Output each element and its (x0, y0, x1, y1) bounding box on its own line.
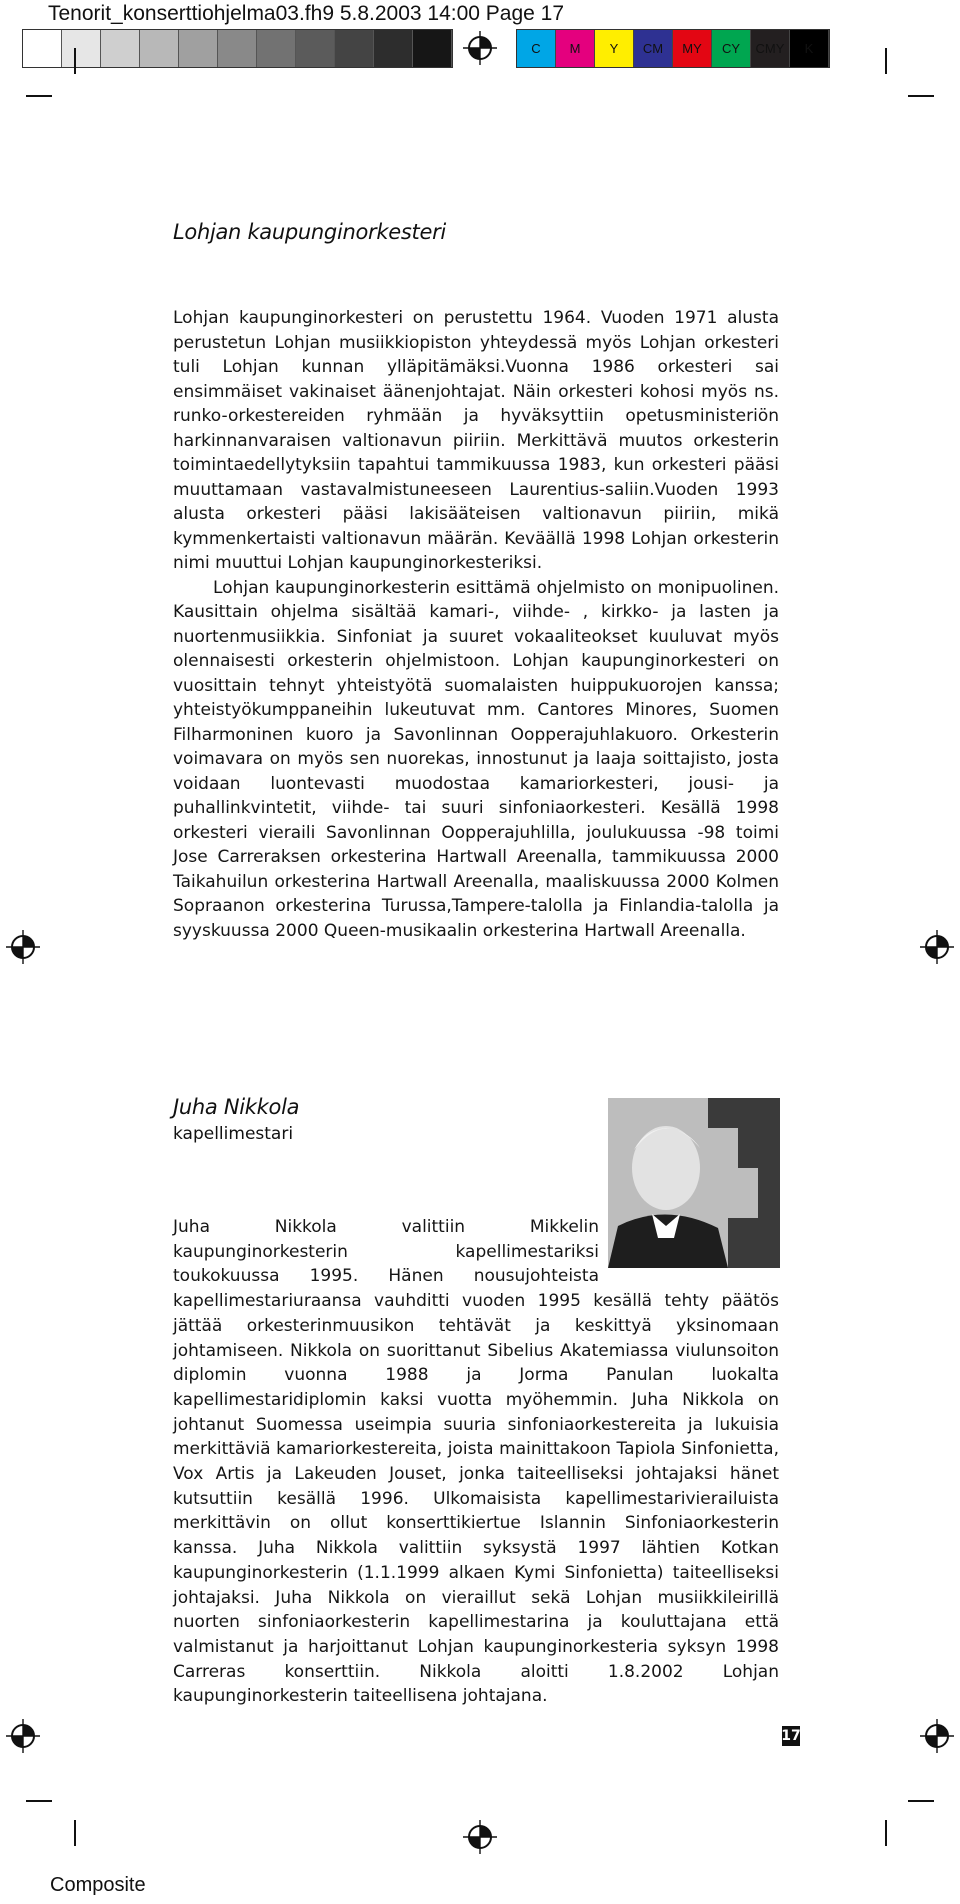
grey-step-cell (140, 30, 179, 67)
color-patch-bar (516, 29, 830, 68)
grey-step-cell (23, 30, 62, 67)
conductor-bio-text: Juha Nikkola valittiin Mikkelin kaupunginorkesterin kapellimestariksi toukokuussa 1995. Hänen nousujohteista kapellimestariuraansa vauhditti vuoden 1995 kesällä tehty päätös jättää orkesterinmuusikon tehtävät ja keskittyä yksinomaan johtamiseen. Nikkola on suorittanut Sibelius Akatemiassa viulunsoiton diplomin vuonna 1988 ja Jorma Panulan luokalta kapellimestaridiplomin kaksi vuotta myöhemmin. Juha Nikkola on johtanut Suomessa useimpia suuria sinfoniaorkestereita ja lukuisia merkittäviä kamariorkestereita, joista mainittakoon Tapiola Sinfonietta, Vox Artis ja Lakeuden Jouset, jonka taiteelliseksi johtajaksi hänet kutsuttiin kesällä 1996. Ulkomaisista kapellimestarivierailuista merkittävin on ollut konserttikiertue Islannin Sinfoniaorkesterin kanssa. Juha Nikkola valittiin syksystä 1997 lähtien Kotkan kaupunginorkesterin (1.1.1999 alkaen Kymi Sinfonietta) taiteelliseksi johtajaksi. Juha Nikkola on vieraillut sekä Lohjan musiikkileirillä nuorten sinfoniaorkesterin kapellimestarina ja kouluttajana että valmistanut ja harjoittanut Lohjan kaupunginorkesteria syksyn 1998 Carreras konserttiin. Nikkola aloitti 1.8.2002 Lohjan kaupunginorkesterin taiteellisena johtajana. (173, 1217, 779, 1707)
grey-step-cell (257, 30, 296, 67)
color-patch-m: M (556, 30, 595, 67)
grey-step-cell (62, 30, 101, 67)
grey-step-cell (335, 30, 374, 67)
registration-mark-bottom-icon (463, 1820, 497, 1854)
color-patch-c: C (517, 30, 556, 67)
orchestra-paragraph-1: Lohjan kaupunginorkesteri on perustettu 1964. Vuoden 1971 alusta perustetun Lohjan musiikkiopiston yhteydessä myös Lohjan orkesteri tuli Lohjan kunnan ylläpitämäksi.Vuonna 1986 orkesteri sai ensimmäiset vakinaiset äänenjohtajat. Näin orkesteri kohosi myös ns. runko-orkestereiden ryhmään ja hyväksyttiin opetusministeriön harkinnanvaraisen valtionavun piiriin. Merkittävä muutos orkesterin toimintaedellytyksiin tapahtui tammikuussa 1983, kun orkesteri pääsi muuttamaan vastavalmistuneeseen Laurentius-saliin.Vuoden 1993 alusta orkesteri pääsi lakisääteisen valtionavun piiriin, mikä kymmenkertaisti valtionavun määrän. Keväällä 1998 Lohjan orkesterin nimi muuttui Lohjan kaupunginorkesteriksi. (173, 308, 779, 573)
crop-mark (908, 95, 934, 97)
color-patch-k: K (790, 30, 829, 67)
crop-mark (26, 95, 52, 97)
conductor-role: kapellimestari (173, 1124, 294, 1144)
registration-mark-left-icon (6, 930, 40, 964)
registration-mark-top-icon (463, 31, 497, 65)
color-patch-cy: CY (712, 30, 751, 67)
crop-mark (885, 1820, 887, 1846)
orchestra-body (173, 306, 779, 943)
color-patch-y: Y (595, 30, 634, 67)
grey-step-cell (179, 30, 218, 67)
conductor-bio (173, 1215, 779, 1709)
color-patch-my: MY (673, 30, 712, 67)
crop-mark (908, 1800, 934, 1802)
registration-mark-bottom-right-icon (920, 1719, 954, 1753)
section-title-orchestra: Lohjan kaupunginorkesteri (173, 220, 446, 244)
color-patch-cmy: CMY (751, 30, 790, 67)
registration-mark-right-icon (920, 930, 954, 964)
grey-step-cell (296, 30, 335, 67)
grey-step-cell (101, 30, 140, 67)
color-patch-cm: CM (634, 30, 673, 67)
grey-step-cell (218, 30, 257, 67)
orchestra-paragraph-2: Lohjan kaupunginorkesterin esittämä ohjelmisto on monipuolinen. Kausittain ohjelma sisältää kamari-, viihde- , kirkko- ja lasten ja nuortenmusiikkia. Sinfoniat ja suuret vokaaliteokset kuuluvat myös olennaisesti orkesterin ohjelmistoon. Lohjan kaupunginorkesteri on vuosittain tehnyt yhteistyötä suomalaisten huippukuorojen kanssa; yhteistyökumppaneihin lukeutuvat mm. Cantores Minores, Suomen Filharmoninen kuoro ja Savonlinnan Oopperajuhlakuoro. Orkesterin voimavara on myös sen nuorekas, innostunut ja laaja soittajisto, josta voidaan luontevasti muodostaa kamariorkesteri, jousi- ja puhallinkvintetit, viihde- tai suuri sinfoniaorkesteri. Kesällä 1998 orkesteri vieraili Savonlinnan Oopperajuhlilla, joulukuussa -98 toimi Jose Carreraksen orkesterina Hartwall Areenalla, tammikuussa 2000 Taikahuilun orkesterina Hartwall Areenalla, maaliskuussa 2000 Kolmen Sopraanon orkesterina Turussa,Tampere-talolla ja Finlandia-talolla ja syyskuussa 2000 Queen-musikaalin orkesterina Hartwall Areenalla. (173, 577, 779, 941)
composite-slug: Composite (50, 1874, 146, 1896)
grey-step-bar (22, 29, 453, 68)
grey-step-cell (374, 30, 413, 67)
crop-mark (74, 48, 76, 74)
crop-mark (74, 1820, 76, 1846)
file-slug-header: Tenorit_konserttiohjelma03.fh9 5.8.2003 14:00 Page 17 (48, 2, 565, 25)
grey-step-cell (413, 30, 452, 67)
crop-mark (885, 48, 887, 74)
conductor-name: Juha Nikkola (173, 1095, 300, 1119)
page-number: 17 (781, 1728, 801, 1744)
crop-mark (26, 1800, 52, 1802)
registration-mark-bottom-left-icon (6, 1719, 40, 1753)
